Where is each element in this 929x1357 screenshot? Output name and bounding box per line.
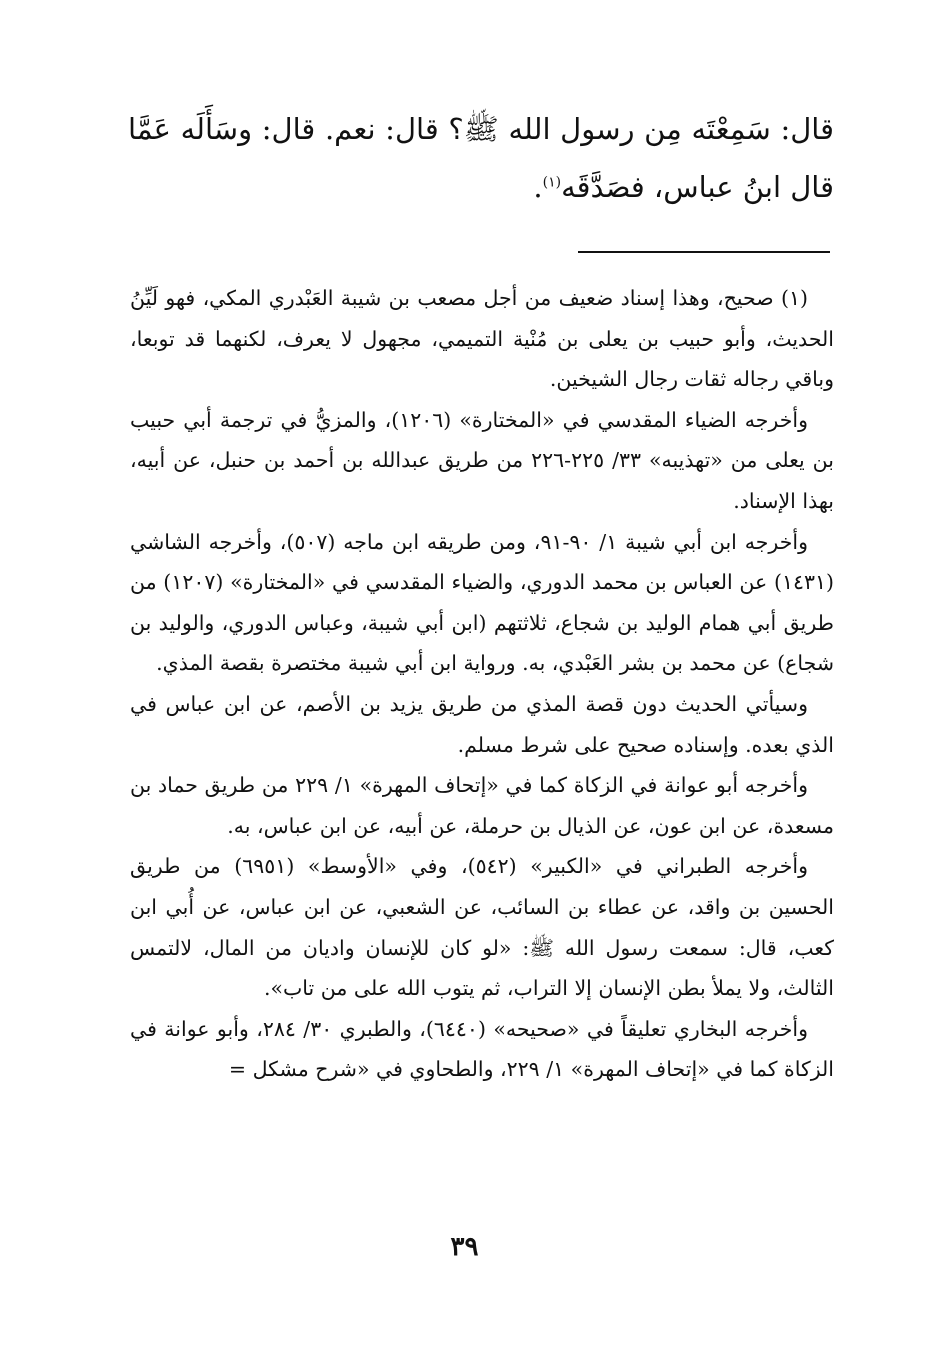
footnote-paragraph-1: (١) صحيح، وهذا إسناد ضعيف من أجل مصعب بن شيبة العَبْدري المكي، فهو لَيِّنُ الحديث، وأبو حبيب بن يعلى بن مُنْية التميمي، مجهول لا يعرف، لكنهما قد توبعا، وباقي رجاله ثقات رجال الشيخين. <box>130 286 834 392</box>
page-number: ٣٩ <box>450 1232 479 1262</box>
footnote-paragraph-5: وأخرجه أبو عوانة في الزكاة كما في «إتحاف المهرة» ١/ ٢٢٩ من طريق حماد بن مسعدة، عن ابن عون، عن الذيال بن حرملة، عن أبيه، عن ابن عباس، به. <box>130 773 834 838</box>
footnote-paragraph-6: وأخرجه الطبراني في «الكبير» (٥٤٢)، وفي «الأوسط» (٦٩٥١) من طريق الحسين بن واقد، عن عطاء بن السائب، عن الشعبي، عن ابن عباس، عن أُبي ابن كعب، قال: سمعت رسول الله ﷺ: «لو كان للإنسان واديان من المال، لالتمس الثالث، ولا يملأ بطن الإنسان إلا التراب، ثم يتوب الله على من تاب». <box>130 854 834 1001</box>
footnotes <box>130 278 834 1090</box>
main-text-line-2-body: قال ابنُ عباس، فصَدَّقَه <box>561 170 834 204</box>
main-text-line-1: قال: سَمِعْتَه مِن رسول الله ﷺ؟ قال: نعم. قال: وسَأَلَه عَمَّا <box>128 112 834 146</box>
footnote-paragraph-3: وأخرجه ابن أبي شيبة ١/ ٩٠-٩١، ومن طريقه ابن ماجه (٥٠٧)، وأخرجه الشاشي (١٤٣١) عن العباس بن محمد الدوري، والضياء المقدسي في «المختارة» (١٢٠٧) من طريق أبي همام الوليد بن شجاع، ثلاثتهم (ابن أبي شيبة، وعباس الدوري، والوليد بن شجاع) عن محمد بن بشر العَبْدي، به. ورواية ابن أبي شيبة مختصرة بقصة المذي. <box>130 529 834 676</box>
footnote-reference-1: (١) <box>542 174 562 191</box>
main-text-line-2 <box>128 158 834 216</box>
main-text <box>128 100 834 216</box>
footnote-paragraph-7: وأخرجه البخاري تعليقاً في «صحيحه» (٦٤٤٠)، والطبري ٣٠/ ٢٨٤، وأبو عوانة في الزكاة كما في «إتحاف المهرة» ١/ ٢٢٩، والطحاوي في «شرح مشكل = <box>130 1016 834 1082</box>
footnote-separator <box>578 251 830 253</box>
main-text-line-2-end: . <box>533 170 543 204</box>
footnote-paragraph-4: وسيأتي الحديث دون قصة المذي من طريق يزيد بن الأصم، عن ابن عباس في الذي بعده. وإسناده صحيح على شرط مسلم. <box>130 691 834 757</box>
footnote-paragraph-2: وأخرجه الضياء المقدسي في «المختارة» (١٢٠٦)، والمزيُّ في ترجمة أبي حبيب بن يعلى من «تهذيبه» ٣٣/ ٢٢٥-٢٢٦ من طريق عبدالله بن أحمد بن حنبل، عن أبيه، بهذا الإسناد. <box>130 407 834 513</box>
